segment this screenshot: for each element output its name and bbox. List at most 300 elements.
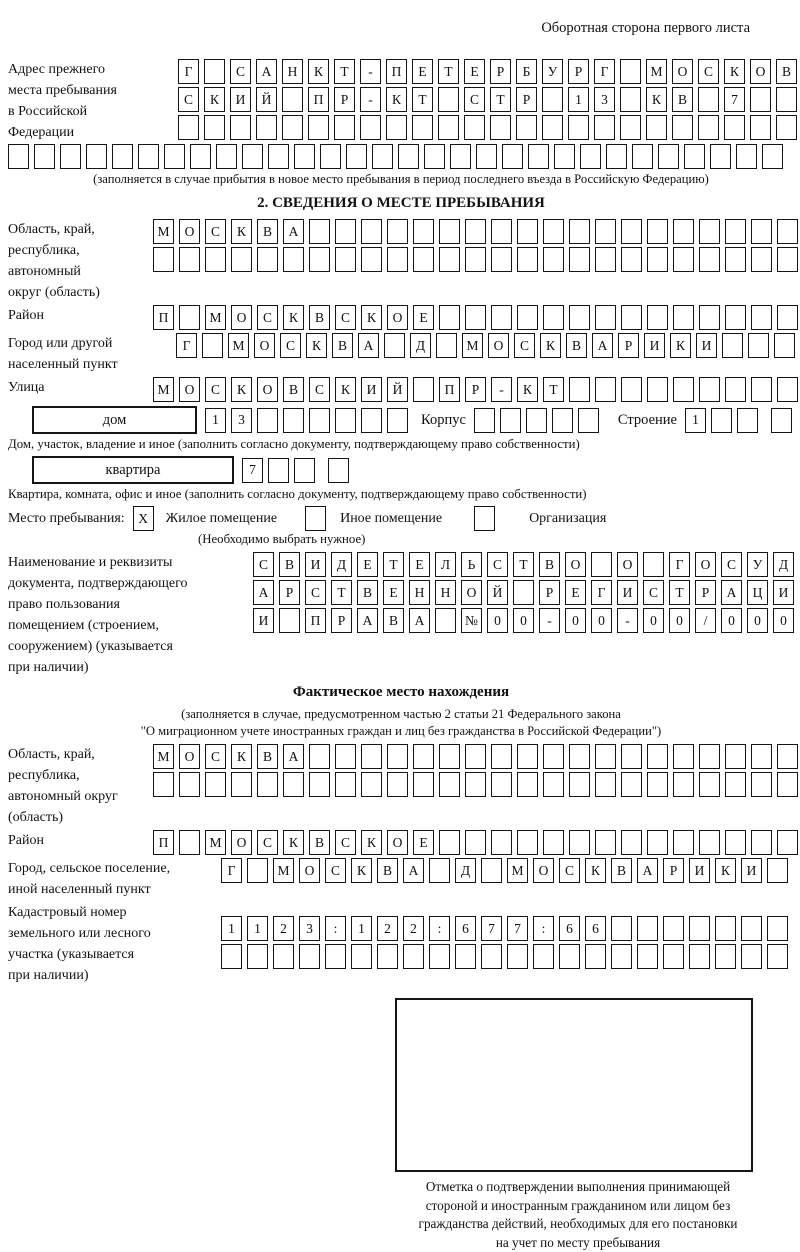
char-cell: О [565,552,586,577]
cadastral-block [8,902,794,986]
char-cell [621,377,642,402]
district-label: Район [8,308,44,323]
char-cell: О [488,333,509,358]
char-cell: Т [438,59,459,84]
char-cell: И [741,858,762,883]
char-cell [751,377,772,402]
char-cell [621,219,642,244]
char-cell [439,305,460,330]
char-cell: - [360,87,381,112]
korpus-label: Корпус [421,412,466,428]
char-cell: Т [334,59,355,84]
char-cell [737,408,758,433]
char-cell: Т [669,580,690,605]
char-cell [777,305,798,330]
char-cell: С [230,59,251,84]
char-cell: Т [513,552,534,577]
char-cell [308,115,329,140]
document-grid [253,552,799,636]
char-cell: А [283,744,304,769]
organization-label: Организация [529,510,607,526]
char-cell: 7 [724,87,745,112]
char-cell [516,115,537,140]
char-cell [507,944,528,969]
char-cell [643,552,664,577]
char-cell: П [153,305,174,330]
char-cell [361,219,382,244]
char-cell [439,830,460,855]
char-row [153,830,800,855]
char-cell [595,219,616,244]
char-cell [351,944,372,969]
stroenie-cells [685,408,797,433]
cadastral-label: Кадастровый номер земельного или лесного участка (указывается при наличии) [8,905,151,983]
char-cell [491,830,512,855]
char-cell [438,115,459,140]
char-cell: Л [435,552,456,577]
char-cell [673,744,694,769]
char-cell: С [309,377,330,402]
char-cell: Н [409,580,430,605]
char-row [253,552,799,577]
region-label-2: Область, край, республика, автономный округ (область) [8,747,118,825]
street-label: Улица [8,380,45,395]
char-cell: Д [410,333,431,358]
apartment-type-box: квартира [32,456,234,484]
char-cell: Р [695,580,716,605]
char-cell [455,944,476,969]
char-cell: С [464,87,485,112]
char-cell [774,333,795,358]
checkbox-other-premises [305,506,326,531]
char-cell: Н [435,580,456,605]
char-cell [722,333,743,358]
char-cell [569,305,590,330]
char-cell: К [585,858,606,883]
char-cell [335,219,356,244]
char-cell [595,305,616,330]
char-cell: 3 [594,87,615,112]
house-type-box: дом [32,406,197,434]
char-cell: Р [334,87,355,112]
char-cell [279,608,300,633]
char-cell: Й [487,580,508,605]
city-label: Город или другой населенный пункт [8,336,118,372]
char-cell [464,115,485,140]
char-cell [346,144,367,169]
char-cell [436,333,457,358]
char-cell [439,772,460,797]
char-cell [767,944,788,969]
char-cell: С [721,552,742,577]
char-cell [268,144,289,169]
char-cell [741,916,762,941]
char-cell: В [257,744,278,769]
char-cell: 2 [403,916,424,941]
char-cell [361,408,382,433]
char-cell [325,944,346,969]
section2-title: 2. СВЕДЕНИЯ О МЕСТЕ ПРЕБЫВАНИЯ [257,195,545,211]
char-cell [178,115,199,140]
char-cell: 3 [231,408,252,433]
char-cell [153,247,174,272]
char-cell: А [358,333,379,358]
char-cell: В [279,552,300,577]
char-cell: К [283,830,304,855]
char-cell: В [309,305,330,330]
char-cell [465,772,486,797]
char-cell [335,744,356,769]
char-cell [699,744,720,769]
char-cell: С [280,333,301,358]
char-cell: 7 [481,916,502,941]
char-cell [491,744,512,769]
char-cell: - [539,608,560,633]
char-cell: 2 [377,916,398,941]
char-cell [528,144,549,169]
char-cell: 0 [773,608,794,633]
char-cell [413,772,434,797]
char-cell [647,744,668,769]
char-cell: В [611,858,632,883]
char-cell: В [672,87,693,112]
char-row [178,87,800,112]
char-cell [748,333,769,358]
char-cell [517,744,538,769]
char-cell: М [205,305,226,330]
char-cell: 0 [487,608,508,633]
char-row [153,772,800,797]
char-cell: Г [178,59,199,84]
char-cell: Т [543,377,564,402]
char-cell [299,944,320,969]
char-cell: В [257,219,278,244]
char-cell: К [361,305,382,330]
char-cell: М [153,744,174,769]
stay-type-row [8,506,794,531]
char-cell [361,247,382,272]
char-cell [438,87,459,112]
char-cell [86,144,107,169]
char-cell: Т [383,552,404,577]
char-cell: 6 [585,916,606,941]
char-cell [751,744,772,769]
char-cell: А [253,580,274,605]
char-cell: - [360,59,381,84]
char-cell [741,944,762,969]
char-cell: : [429,916,450,941]
char-cell: А [357,608,378,633]
char-cell [647,830,668,855]
house-row [32,406,794,434]
char-cell: В [383,608,404,633]
char-cell: О [179,219,200,244]
char-cell: / [695,608,716,633]
char-cell [672,115,693,140]
char-cell [403,944,424,969]
char-cell: О [387,830,408,855]
char-cell: 0 [747,608,768,633]
stamp-caption: Отметка о подтверждении выполнения принимающей стороной и иностранным гражданином или лицом без гражданства действий, необходимых для его постановки на учет по месту пребывания [418,1179,738,1250]
char-cell: К [517,377,538,402]
char-cell: К [308,59,329,84]
region-block [8,219,794,303]
char-row [221,858,793,883]
char-cell [179,830,200,855]
char-cell [751,305,772,330]
char-cell: Г [221,858,242,883]
char-cell [474,408,495,433]
char-cell [179,772,200,797]
char-cell [242,144,263,169]
char-cell [725,830,746,855]
char-cell [309,772,330,797]
char-cell: И [617,580,638,605]
char-cell [335,247,356,272]
char-cell [372,144,393,169]
char-cell [777,219,798,244]
char-cell [699,247,720,272]
char-cell: Р [279,580,300,605]
char-cell [387,744,408,769]
previous-address-block [8,59,794,143]
char-cell: С [325,858,346,883]
char-cell [112,144,133,169]
region-grid-2 [153,744,800,800]
char-cell [771,408,792,433]
char-cell [335,772,356,797]
char-cell [439,219,460,244]
char-cell [282,115,303,140]
char-cell [231,247,252,272]
char-cell [491,219,512,244]
char-cell [673,247,694,272]
char-cell [595,377,616,402]
char-cell [283,772,304,797]
char-cell: Р [539,580,560,605]
char-cell: И [696,333,717,358]
char-cell: Ц [747,580,768,605]
previous-address-overflow-row [8,144,794,169]
char-cell: К [724,59,745,84]
residential-label: Жилое помещение [165,510,278,526]
char-cell [179,247,200,272]
char-cell [595,247,616,272]
char-cell [465,744,486,769]
char-cell: Г [669,552,690,577]
char-cell [230,115,251,140]
char-cell [517,219,538,244]
settlement-label: Город, сельское поселение, иной населенный пункт [8,861,171,897]
char-cell [517,830,538,855]
char-cell: А [403,858,424,883]
char-cell: 1 [247,916,268,941]
char-cell [328,458,349,483]
char-cell [725,744,746,769]
char-cell [559,944,580,969]
district-block-2 [8,830,794,855]
char-cell [698,115,719,140]
char-cell: К [386,87,407,112]
char-cell: Е [409,552,430,577]
char-cell [621,830,642,855]
stroenie-label: Строение [617,412,677,428]
char-cell [257,408,278,433]
char-cell [517,247,538,272]
char-cell [776,87,797,112]
char-cell: Р [516,87,537,112]
char-cell: П [305,608,326,633]
char-cell [491,772,512,797]
char-cell [647,247,668,272]
char-cell: 0 [591,608,612,633]
char-cell [767,916,788,941]
char-cell [647,377,668,402]
char-cell: Н [282,59,303,84]
char-cell: О [750,59,771,84]
char-cell [517,772,538,797]
char-cell [247,944,268,969]
char-cell [204,115,225,140]
char-cell: О [179,377,200,402]
apartment-row [32,456,794,484]
char-cell [386,115,407,140]
char-cell: М [153,377,174,402]
char-cell [257,247,278,272]
char-cell: М [228,333,249,358]
char-cell: Р [331,608,352,633]
char-cell [465,305,486,330]
char-cell: Е [383,580,404,605]
char-cell [413,219,434,244]
stamp-box [395,998,753,1172]
char-cell: Р [568,59,589,84]
char-cell [621,772,642,797]
char-cell [309,408,330,433]
char-cell [632,144,653,169]
char-cell: О [257,377,278,402]
char-cell [777,830,798,855]
apartment-number-cells [242,458,354,483]
char-cell [725,247,746,272]
char-cell: 6 [559,916,580,941]
char-cell: 0 [513,608,534,633]
previous-address-grid [178,59,800,143]
char-cell [205,772,226,797]
region-grid [153,219,800,275]
char-cell [543,247,564,272]
char-cell [384,333,405,358]
char-cell [569,219,590,244]
checkbox-residential: X [133,506,154,531]
char-cell: В [539,552,560,577]
char-cell [334,115,355,140]
char-cell [594,115,615,140]
char-cell [439,247,460,272]
char-cell [621,744,642,769]
char-cell: К [283,305,304,330]
char-cell [585,944,606,969]
char-cell: Г [176,333,197,358]
street-block [8,377,794,402]
char-cell [429,944,450,969]
char-cell [762,144,783,169]
char-cell [725,377,746,402]
char-cell [283,408,304,433]
char-cell: М [273,858,294,883]
char-cell [282,87,303,112]
char-cell: С [514,333,535,358]
region-label: Область, край, республика, автономный округ (область) [8,222,100,300]
char-cell: Е [464,59,485,84]
char-cell [309,219,330,244]
char-cell [398,144,419,169]
char-cell: С [335,830,356,855]
char-cell [481,944,502,969]
char-cell: В [309,830,330,855]
char-cell [543,744,564,769]
char-cell [578,408,599,433]
char-cell [273,944,294,969]
char-cell: Р [465,377,486,402]
char-cell: 1 [351,916,372,941]
document-label: Наименование и реквизиты документа, подтверждающего право пользования помещением (строением, сооружением) (указывается при наличии) [8,555,188,675]
char-cell: И [305,552,326,577]
char-cell: Р [490,59,511,84]
stay-type-hint: (Необходимо выбрать нужное) [198,532,366,546]
char-cell: В [377,858,398,883]
char-cell: Е [413,305,434,330]
char-cell [750,87,771,112]
char-cell [435,608,456,633]
char-cell [138,144,159,169]
char-cell [591,552,612,577]
char-cell [387,219,408,244]
char-cell [673,219,694,244]
char-cell [361,772,382,797]
char-cell [476,144,497,169]
char-cell [247,858,268,883]
char-cell: И [689,858,710,883]
char-cell: Е [357,552,378,577]
char-cell [413,744,434,769]
char-cell: С [335,305,356,330]
char-cell [543,305,564,330]
char-cell: С [559,858,580,883]
char-cell: - [617,608,638,633]
char-cell: О [254,333,275,358]
section3-title: Фактическое место нахождения [292,684,510,700]
char-cell: 7 [242,458,263,483]
char-cell: И [361,377,382,402]
char-cell [542,115,563,140]
char-cell [320,144,341,169]
char-row [153,305,800,330]
char-cell: С [205,219,226,244]
char-cell: С [698,59,719,84]
char-cell: Г [591,580,612,605]
char-cell [699,377,720,402]
checkbox-organization [474,506,495,531]
char-cell [8,144,29,169]
char-cell: К [646,87,667,112]
char-cell: У [747,552,768,577]
previous-address-label: Адрес прежнего места пребывания в Российской Федерации [8,62,117,140]
char-cell: С [205,377,226,402]
char-cell [412,115,433,140]
char-cell: 0 [669,608,690,633]
char-row [221,916,793,941]
